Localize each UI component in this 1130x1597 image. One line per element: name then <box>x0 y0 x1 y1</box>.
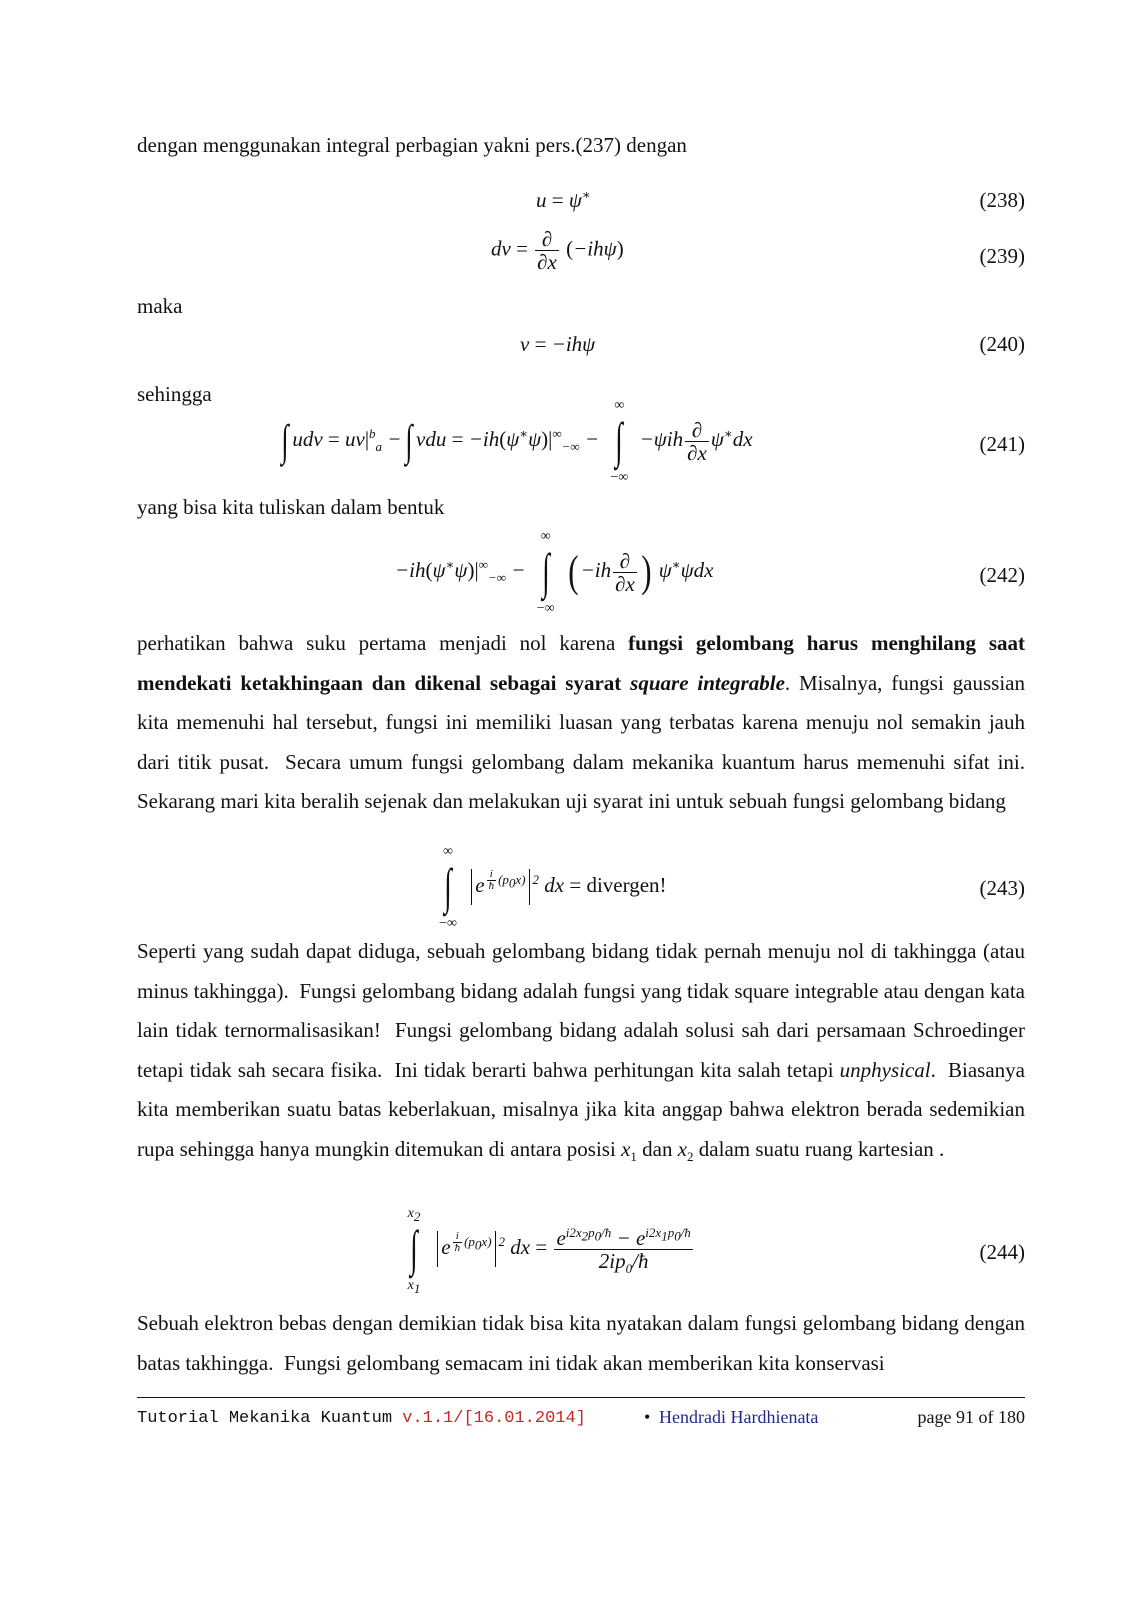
equation-242-body: $-ih(\psi^∗\psi)|^\infty_{-\infty}$ − ∞ ∫ −∞ ( −ih $\frac{\partial}{\partial x}$ ) ψ∗ψdx <box>395 529 714 616</box>
equation-239-body: dv = $\frac{\partial}{\partial x}$ (−ihψ) <box>491 227 624 274</box>
equation-239 <box>137 228 1025 286</box>
equation-number-240: (240) <box>979 332 1025 356</box>
maka-line: maka <box>137 294 183 318</box>
equation-243-body: ∞ ∫ −∞ e $^{\frac{i}{ħ} (p_0x)}$ $^2$ dx = divergen! <box>439 844 667 931</box>
sehingga-line: sehingga <box>137 382 212 406</box>
document-page <box>137 0 1025 1597</box>
equation-238 <box>137 188 1025 218</box>
equation-number-239: (239) <box>979 244 1025 268</box>
paragraph-3: Sebuah elektron bebas dengan demikian tidak bisa kita nyatakan dalam fungsi gelombang bidang dengan batas takhingga. Fungsi gelombang semacam ini tidak akan memberikan kita konservasi <box>137 1311 1025 1375</box>
footer-bullet: • <box>644 1407 651 1427</box>
equation-244 <box>137 1206 1025 1296</box>
equation-number-242: (242) <box>979 563 1025 587</box>
divergen-text: divergen! <box>586 872 667 897</box>
footer-version: v.1.1/[16.01.2014] <box>402 1409 586 1428</box>
equation-238-body: u = ψ∗ <box>536 187 591 212</box>
footer-title-group <box>137 1409 586 1428</box>
equation-240-body: v = −ihψ <box>520 332 596 356</box>
intro-line: dengan menggunakan integral perbagian yakni pers.(237) dengan <box>137 133 687 157</box>
equation-number-238: (238) <box>979 188 1025 212</box>
equation-number-243: (243) <box>979 876 1025 900</box>
footer-divider <box>137 1397 1025 1398</box>
equation-240 <box>137 332 1025 362</box>
footer-title: Tutorial Mekanika Kuantum <box>137 1409 393 1428</box>
equation-242 <box>137 529 1025 619</box>
bentuk-line: yang bisa kita tuliskan dalam bentuk <box>137 495 445 519</box>
equation-241 <box>137 398 1025 488</box>
equation-243 <box>137 844 1025 932</box>
paragraph-2: Seperti yang sudah dapat diduga, sebuah gelombang bidang tidak pernah menuju nol di takhingga (atau minus takhingga). Fungsi gelombang bidang adalah fungsi yang tidak square integrable atau dengan kata lain tidak ternormalisasikan! Fungsi gelombang bidang adalah solusi sah dari persamaan Schroedinger tetapi tidak sah secara fisika. Ini tidak berarti bahwa perhitungan kita salah tetapi unphysical. Biasanya kita memberikan suatu batas keberlakuan, misalnya jika kita anggap bahwa elektron berada sedemikian rupa sehingga hanya mungkin ditemukan di antara posisi $x_1$ dan $x_2$ dalam suatu ruang kartesian . <box>137 939 1025 1164</box>
equation-241-body: ∫ udv = $uv|^b_a$ − ∫ vdu = $-ih(\psi^∗\psi)|^\infty_{-\infty}$ − ∞ ∫ −∞ −ψih $\frac{\partial}{\partial x}$ ψ∗dx <box>281 398 753 485</box>
page-footer <box>137 1407 1025 1433</box>
footer-author: Hendradi Hardhienata <box>659 1407 819 1427</box>
equation-number-241: (241) <box>979 432 1025 456</box>
footer-page-number: page 91 of 180 <box>917 1407 1025 1427</box>
paragraph-1: perhatikan bahwa suku pertama menjadi nol karena fungsi gelombang harus menghilang saat mendekati ketakhingaan dan dikenal sebagai syarat square integrable. Misalnya, fungsi gaussian kita memenuhi hal tersebut, fungsi ini memiliki luasan yang terbatas karena menuju nol semakin jauh dari titik pusat. Secara umum fungsi gelombang dalam mekanika kuantum harus memenuhi sifat ini. Sekarang mari kita beralih sejenak dan melakukan uji syarat ini untuk sebuah fungsi gelombang bidang <box>137 631 1026 813</box>
equation-244-body: $x_2$ ∫ $x_1$ e $^{\frac{i}{ħ} (p_0x)}$ $^2$ dx = $\frac{e^{i2x_2p_0/ħ} - e^{i2x_1p_0/ħ}}{2ip_0/ħ}$ <box>407 1206 691 1296</box>
equation-number-244: (244) <box>979 1240 1025 1264</box>
